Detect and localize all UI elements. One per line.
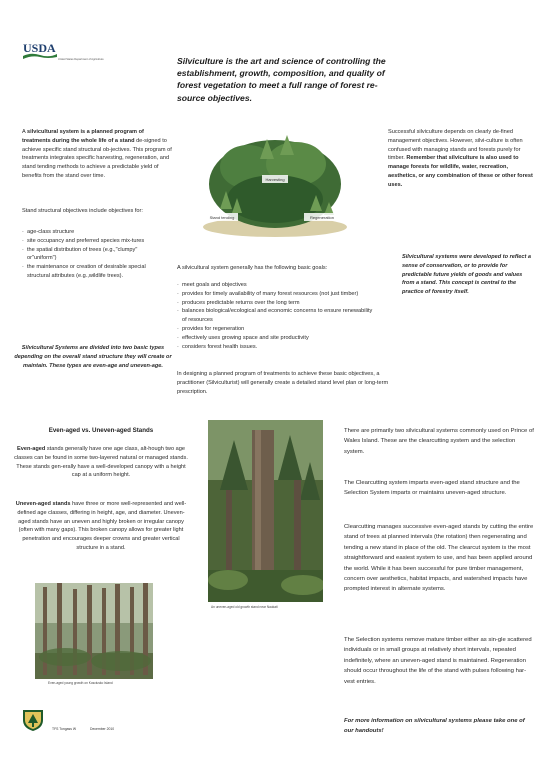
list-item: · the maintenance or creation of desirable special structural attributes (e.g.,wildlife trees). [22,263,164,281]
agency-name: United States Department of Agriculture [58,58,104,61]
uneven-aged-photo-caption: An uneven-aged old growth stand near Naukati [211,605,278,609]
uneven-aged-paragraph: Uneven-aged stands have three or more well-represented and well-defined age classes, differing in height, age, and diameter. Uneven-aged stands have an uneven and highly broken or irregular canopy (often with many gaps). This broken canopy allows for greater light penetration and encourages deeper crowns and greater vertical structure in a stand. [15,501,187,551]
silvicultural-system-definition: A silvicultural system is a planned program of treatments during the whole life of a stand de-signed to achieve specific stand structural ob-jectives. This program of treatments integrates specific harvesting, regeneration, and stand tending methods to achieve a predictable yield of benefits from the stand over time. [22,129,172,179]
stand-types-heading: Even-aged vs. Uneven-aged Stands [48,427,154,434]
planning-paragraph: In designing a planned program of treatments to achieve these basic objectives, a practitioner (Silviculturist) will generally create a detailed stand level plan or long-term prescription. [177,371,389,395]
goals-list [177,281,377,351]
even-aged-paragraph: Even-aged stands generally have one age class, alt-hough two age classes can be found in some two-layered natural or managed stands. These stands gen-erally have a well-developed canopy with a height cap at a uniform height. [14,446,188,479]
list-item: · the spatial distribution of trees (e.g.,"clumpy" or"uniform") [22,246,164,264]
headline: Silviculture is the art and science of controlling the establishment, growth, composition, and quality of forest vegetation to meet a full range of forest re-source objectives. [177,56,386,103]
footer-date: December 2010 [90,727,115,731]
diagram-label-harvesting: Harvesting [265,177,285,182]
silviculture-cycle-diagram [200,129,350,239]
selection-paragraph: The Selection systems remove mature timber either as sin-gle scattered individuals or in small groups at relatively short intervals, repeated indefinitely, where an uneven-aged stand is maintained. Regeneration should occur throughout the life of the stand with pulses following har-vest entries. [344,637,532,685]
diagram-label-regeneration: Regeneration [309,215,335,220]
footer-code: TFS Tongass W [52,727,77,731]
even-aged-stand-photo [35,583,153,679]
list-item: · effectively uses growing space and site productivity [177,334,377,343]
diagram-label-tending: Stand tending [209,215,235,220]
usda-logo [22,40,58,60]
more-info-note: For more information on silvicultural systems please take one of our handouts! [344,718,525,735]
list-item: · site occupancy and preferred species mix-tures [22,237,164,246]
success-paragraph: Successful silviculture depends on clearly de-fined management objectives. However, silvi-culture is often confused with managing stands and forests purely for timber. Remember that silviculture is also used to manage forests for wildlife, water, recreation, aesthetics, or any combination of these or other forest uses. [388,129,533,188]
goals-intro: A silvicultural system generally has the following basic goals: [177,265,328,271]
systems-structure-paragraph: The Clearcutting system imparts even-aged stand structure and the Selection System imparts or maintains uneven-aged structure. [344,480,520,497]
list-item: · produces predictable returns over the long term [177,299,377,308]
uneven-aged-stand-photo [208,420,323,602]
even-aged-photo-caption: Even-aged young growth on Kosciusko Island [48,681,113,685]
conservation-callout: Silvicultural systems were developed to reflect a sense of conservation, or to provide for predictable future yields of goods and values from a stand. This concept is central to the practice of forestry itself. [402,254,532,296]
objectives-list [22,228,164,281]
list-item: · provides for regeneration [177,325,377,334]
list-item: · balances biological/ecological and economic concerns to ensure renewability of resources [177,307,377,325]
systems-intro-paragraph: There are primarily two silvicultural systems commonly used on Prince of Wales Island. These are the clearcutting system and the selection system. [344,428,534,455]
list-item: · meet goals and objectives [177,281,377,290]
usda-logo-text: USDA [23,41,56,55]
list-item: · age-class structure [22,228,164,237]
objectives-intro: Stand structural objectives include objectives for: [22,208,143,214]
list-item: · considers forest health issues. [177,343,377,352]
clearcutting-paragraph: Clearcutting manages successive even-aged stands by cutting the entire stand of trees at planned intervals (the rotation) then regenerating and tending a new stand in place of the old. The clearcut system is the most straightforward and easiest system to use, and has been applied around the world. While it has been successful for pure timber management, concern over aesthetics, habitat impacts, and watershed impacts have prompted interest in alternate systems. [344,524,534,593]
forest-service-shield-icon [22,708,44,732]
list-item: · provides for timely availability of many forest resources (not just timber) [177,290,377,299]
stand-types-callout: Silvicultural Systems are divided into two basic types depending on the overall stand structure they will create or maintain. These types are even-age and uneven-age. [14,345,172,369]
